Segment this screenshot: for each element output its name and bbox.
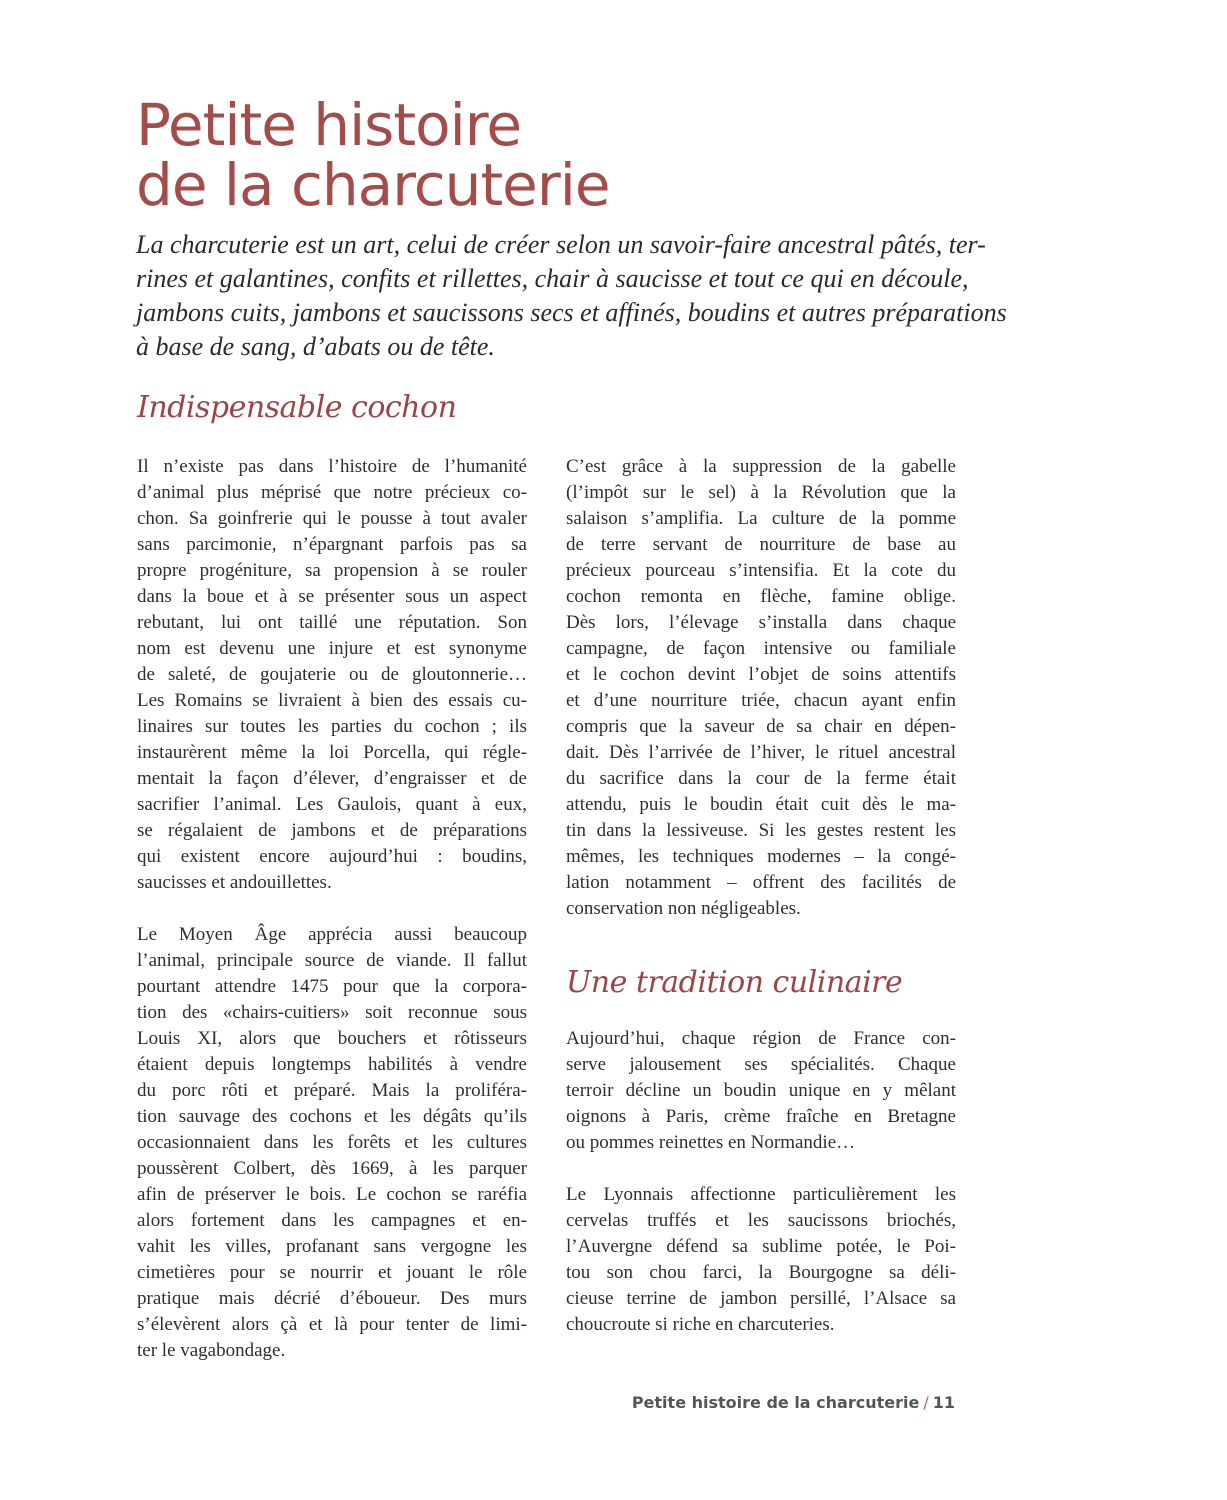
body-line: Aujourd’hui, chaque région de France con- — [566, 1028, 956, 1049]
body-line: l’animal, principale source de viande. Il fallut — [137, 950, 527, 971]
body-line: Dès lors, l’élevage s’installa dans chaque — [566, 612, 956, 633]
section-heading-une-tradition-culinaire: Une tradition culinaire — [566, 965, 903, 1000]
body-line: Louis XI, alors que bouchers et rôtisseurs — [137, 1028, 527, 1049]
body-line: du sacrifice dans la cour de la ferme était — [566, 768, 956, 789]
body-line: et le cochon devint l’objet de soins attentifs — [566, 664, 956, 685]
left-column — [137, 454, 527, 1390]
body-line: sacrifier l’animal. Les Gaulois, quant à eux, — [137, 794, 527, 815]
body-line: instaurèrent même la loi Porcella, qui régle- — [137, 742, 527, 763]
body-line: serve jalousement ses spécialités. Chaque — [566, 1054, 956, 1075]
body-paragraph — [566, 1182, 956, 1338]
page-footer — [632, 1393, 955, 1412]
intro-line: jambons cuits, jambons et saucissons secs et affinés, boudins et autres préparations — [136, 298, 1007, 327]
running-title: Petite histoire de la charcuterie — [631, 1393, 920, 1412]
body-line: conservation non négligeables. — [566, 898, 801, 919]
intro-line: rines et galantines, confits et rillettes, chair à saucisse et tout ce qui en découle, — [136, 264, 969, 293]
body-line: afin de préserver le bois. Le cochon se raréfia — [137, 1184, 527, 1205]
body-line: cieuse terrine de jambon persillé, l’Alsace sa — [566, 1288, 956, 1309]
body-line: tou son chou farci, la Bourgogne sa déli- — [566, 1262, 956, 1283]
body-line: C’est grâce à la suppression de la gabelle — [566, 456, 956, 477]
body-line: du porc rôti et préparé. Mais la proliféra- — [137, 1080, 527, 1101]
page-title — [136, 91, 610, 219]
body-line: propre progéniture, sa propension à se rouler — [137, 560, 527, 581]
body-line: (l’impôt sur le sel) à la Révolution que la — [566, 482, 956, 503]
body-line: et d’une nourriture triée, chacun ayant enfin — [566, 690, 956, 711]
body-line: de terre servant de nourriture de base au — [566, 534, 956, 555]
body-line: alors fortement dans les campagnes et en- — [137, 1210, 527, 1231]
body-line: mêmes, les techniques modernes – la congé- — [566, 846, 956, 867]
body-line: oignons à Paris, crème fraîche en Bretagne — [566, 1106, 956, 1127]
footer-separator: / — [923, 1393, 929, 1412]
body-line: terroir décline un boudin unique en y mêlant — [566, 1080, 956, 1101]
section-heading-indispensable-cochon: Indispensable cochon — [137, 390, 457, 425]
body-line: linaires sur toutes les parties du cochon ; ils — [137, 716, 527, 737]
body-line: Le Lyonnais affectionne particulièrement les — [566, 1184, 956, 1205]
right-column-lower — [566, 1026, 956, 1364]
body-line: l’Auvergne défend sa sublime potée, le Poi- — [566, 1236, 956, 1257]
body-line: attendu, puis le boudin était cuit dès le ma- — [566, 794, 956, 815]
body-line: pourtant attendre 1475 pour que la corpora- — [137, 976, 527, 997]
body-line: étaient depuis longtemps habilités à vendre — [137, 1054, 527, 1075]
body-line: pratique mais décrié d’éboueur. Des murs — [137, 1288, 527, 1309]
body-line: d’animal plus méprisé que notre précieux co- — [137, 482, 527, 503]
body-line: ter le vagabondage. — [137, 1340, 286, 1361]
body-line: salaison s’amplifia. La culture de la pomme — [566, 508, 956, 529]
body-line: cervelas truffés et les saucissons briochés, — [566, 1210, 956, 1231]
body-line: tion des «chairs-cuitiers» soit reconnue sous — [137, 1002, 527, 1023]
right-column-upper — [566, 454, 956, 948]
body-line: dans la boue et à se présenter sous un aspect — [137, 586, 527, 607]
body-line: vahit les villes, profanant sans vergogne les — [137, 1236, 527, 1257]
body-paragraph — [137, 922, 527, 1364]
page-title-line: Petite histoire — [136, 91, 521, 159]
body-line: dait. Dès l’arrivée de l’hiver, le rituel ancestral — [566, 742, 956, 763]
body-line: poussèrent Colbert, dès 1669, à les parquer — [137, 1158, 527, 1179]
body-line: cochon remonta en flèche, famine oblige. — [566, 586, 956, 607]
page-number: 11 — [932, 1393, 955, 1412]
body-line: précieux pourceau s’intensifia. Et la cote du — [566, 560, 956, 581]
body-line: qui existent encore aujourd’hui : boudins, — [137, 846, 527, 867]
body-line: nom est devenu une injure et est synonyme — [137, 638, 527, 659]
body-line: Les Romains se livraient à bien des essais cu- — [137, 690, 527, 711]
body-line: compris que la saveur de sa chair en dépen- — [566, 716, 956, 737]
body-line: se régalaient de jambons et de préparations — [137, 820, 527, 841]
body-line: mentait la façon d’élever, d’engraisser et de — [137, 768, 527, 789]
body-line: chon. Sa goinfrerie qui le pousse à tout avaler — [137, 508, 527, 529]
body-line: sans parcimonie, n’épargnant parfois pas sa — [137, 534, 527, 555]
body-line: Le Moyen Âge apprécia aussi beaucoup — [137, 924, 527, 945]
body-line: de saleté, de goujaterie ou de gloutonnerie… — [137, 664, 527, 685]
body-line: s’élevèrent alors çà et là pour tenter de limi- — [137, 1314, 527, 1335]
intro-paragraph — [136, 228, 1007, 364]
body-line: choucroute si riche en charcuteries. — [566, 1314, 835, 1335]
page-title-line: de la charcuterie — [136, 151, 610, 219]
body-line: Il n’existe pas dans l’histoire de l’humanité — [137, 456, 527, 477]
body-line: tion sauvage des cochons et les dégâts qu’ils — [137, 1106, 527, 1127]
body-line: ou pommes reinettes en Normandie… — [566, 1132, 856, 1153]
body-line: saucisses et andouillettes. — [137, 872, 332, 893]
body-line: rebutant, lui ont taillé une réputation. Son — [137, 612, 527, 633]
body-paragraph — [137, 454, 527, 896]
body-line: occasionnaient dans les forêts et les cultures — [137, 1132, 527, 1153]
intro-line: à base de sang, d’abats ou de tête. — [136, 332, 495, 361]
body-paragraph — [566, 1026, 956, 1156]
intro-line: La charcuterie est un art, celui de créer selon un savoir-faire ancestral pâtés, ter- — [136, 230, 986, 259]
body-paragraph — [566, 454, 956, 922]
body-line: tin dans la lessiveuse. Si les gestes restent les — [566, 820, 956, 841]
body-line: campagne, de façon intensive ou familiale — [566, 638, 956, 659]
body-line: lation notamment – offrent des facilités de — [566, 872, 956, 893]
body-line: cimetières pour se nourrir et jouant le rôle — [137, 1262, 527, 1283]
